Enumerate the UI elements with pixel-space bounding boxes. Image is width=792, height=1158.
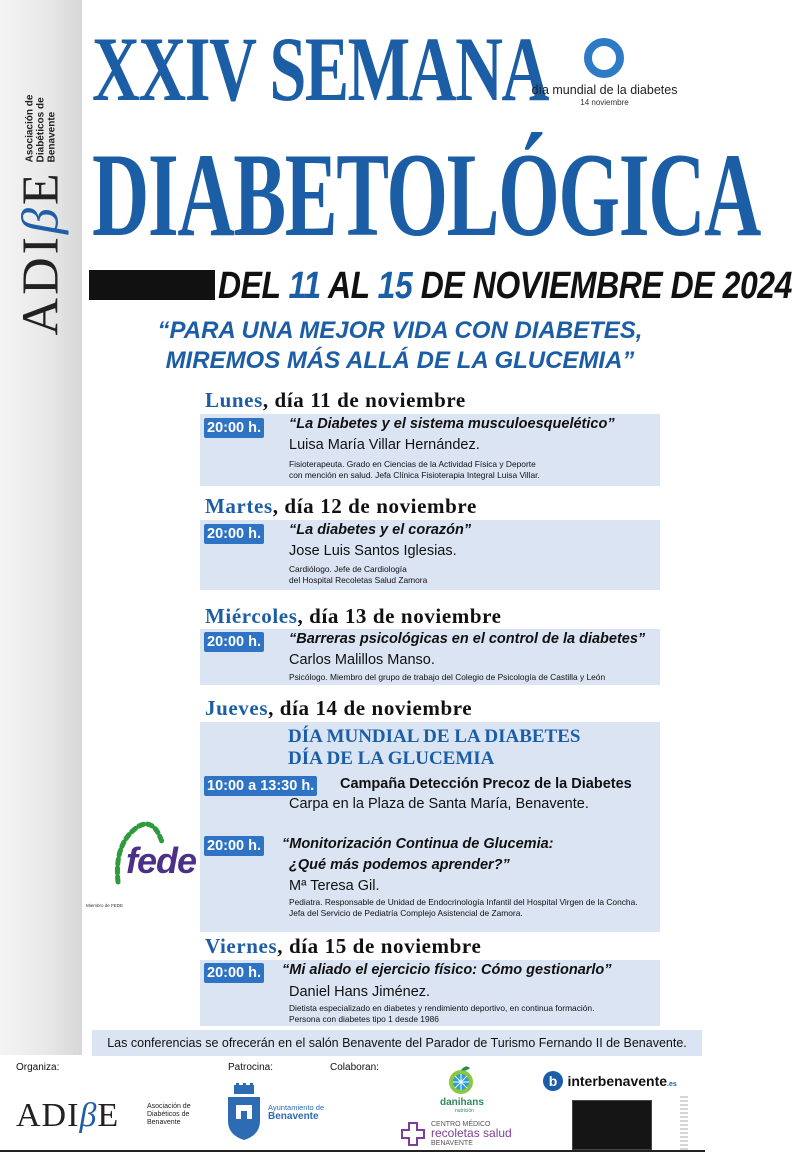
talk-title-tuesday: “La diabetes y el corazón” (289, 522, 472, 538)
talk-title-monday: “La Diabetes y el sistema musculoesquelético” (289, 416, 615, 432)
fede-logo-text: fede (126, 840, 197, 881)
org-assoc-line-3: Benavente (147, 1119, 181, 1126)
speaker-desc-tuesday-2: del Hospital Recoletas Salud Zamora (289, 575, 428, 585)
day-title-monday (205, 388, 466, 413)
org-adibe-wordmark (16, 1097, 119, 1135)
time-badge-thursday: 20:00 h. (204, 836, 264, 856)
day-title-thursday (205, 696, 472, 721)
date-part-3: DE NOVIEMBRE DE 2024 (412, 265, 792, 307)
org-assoc-text (147, 1103, 191, 1127)
day-date-thursday: , día 14 de noviembre (268, 696, 473, 720)
interbenavente-tld: .es (667, 1081, 677, 1088)
talk-title-wednesday: “Barreras psicológicas en el control de la diabetes” (289, 631, 646, 647)
slogan-line-1: “PARA UNA MEJOR VIDA CON DIABETES, (157, 317, 643, 344)
speaker-desc-wednesday-1: Psicólogo. Miembro del grupo de trabajo del Colegio de Psicología de Castilla y León (289, 672, 606, 682)
time-badge-campaign: 10:00 a 13:30 h. (204, 776, 317, 796)
date-part-1: DEL (218, 265, 289, 307)
speaker-monday: Luisa María Villar Hernández. (289, 437, 480, 453)
speaker-wednesday: Carlos Malillos Manso. (289, 652, 435, 668)
speaker-friday: Daniel Hans Jiménez. (289, 984, 431, 1000)
ayuntamiento-shield-icon (226, 1083, 262, 1141)
org-assoc-line-1: Asociación de (147, 1103, 191, 1110)
award-badge-image (572, 1100, 652, 1150)
talk-title-thursday-1: “Monitorización Continua de Glucemia: (282, 836, 554, 852)
org-adibe-suffix: E (97, 1097, 120, 1134)
left-adibe-wordmark (12, 170, 71, 335)
speaker-desc-monday-2: con mención en salud. Jefa Clínica Fisioterapia Integral Luisa Villar. (289, 470, 540, 480)
interbenavente-logo (543, 1071, 677, 1091)
organiza-label: Organiza: (16, 1062, 60, 1073)
org-adibe-beta: β (79, 1097, 98, 1134)
left-adibe-prefix: ADI (12, 234, 70, 336)
day-name-friday: Viernes (205, 934, 278, 958)
campaign-title: Campaña Detección Precoz de la Diabetes (340, 776, 632, 792)
left-adibe-beta: β (12, 205, 70, 235)
speaker-thursday: Mª Teresa Gil. (289, 878, 380, 894)
day-name-thursday: Jueves (205, 696, 269, 720)
speaker-desc-friday-1: Dietista especializado en diabetes y rendimiento deportivo, en continua formación. (289, 1003, 595, 1013)
slogan (100, 316, 700, 376)
title-line-2: DIABETOLÓGICA (92, 128, 760, 261)
interbenavente-b-icon: b (543, 1071, 563, 1091)
date-part-2: AL (320, 265, 378, 307)
day-title-friday (205, 934, 481, 959)
time-badge-monday: 20:00 h. (204, 418, 264, 438)
recoletas-line-1: CENTRO MÉDICO (431, 1121, 491, 1128)
talk-title-friday: “Mi aliado el ejercicio físico: Cómo gestionarlo” (282, 962, 612, 978)
world-diabetes-day-label: día mundial de la diabetes (531, 83, 678, 97)
left-assoc-text (25, 95, 58, 163)
day-name-monday: Lunes (205, 388, 263, 412)
fede-member-text: Miembro de FEDE (86, 903, 124, 908)
left-adibe-suffix: E (12, 170, 70, 206)
world-diabetes-day-circle-icon (584, 38, 624, 78)
ayuntamiento-line-1: Ayuntamiento de (268, 1103, 325, 1112)
recoletas-text (431, 1121, 512, 1148)
world-diabetes-day-date: 14 noviembre (580, 98, 629, 107)
danihans-subtitle: nutrición (455, 1108, 474, 1114)
time-badge-friday: 20:00 h. (204, 963, 264, 983)
danihans-citrus-icon (444, 1064, 478, 1096)
left-assoc-line-1: Asociación de (24, 94, 36, 163)
campaign-place: Carpa en la Plaza de Santa María, Benavente. (289, 796, 589, 812)
day-name-tuesday: Martes (205, 494, 273, 518)
day-title-wednesday (205, 604, 502, 629)
recoletas-cross-icon (400, 1121, 426, 1147)
org-assoc-line-2: Diabéticos de (147, 1111, 190, 1118)
left-assoc-line-2: Diabéticos de (35, 97, 47, 163)
speaker-desc-tuesday-1: Cardiólogo. Jefe de Cardiología (289, 564, 407, 574)
patrocina-label: Patrocina: (228, 1062, 274, 1073)
date-start-day: 11 (288, 265, 321, 307)
event-date-range (218, 264, 792, 308)
date-end-day: 15 (377, 265, 413, 307)
org-adibe-prefix: ADI (16, 1097, 80, 1134)
day-date-wednesday: , día 13 de noviembre (297, 604, 502, 628)
recoletas-line-3: BENAVENTE (431, 1140, 473, 1147)
day-date-tuesday: , día 12 de noviembre (272, 494, 477, 518)
time-badge-tuesday: 20:00 h. (204, 524, 264, 544)
ayuntamiento-line-2: Benavente (268, 1111, 319, 1122)
world-day-heading-2: DÍA DE LA GLUCEMIA (288, 748, 495, 769)
day-title-tuesday (205, 494, 477, 519)
ayuntamiento-text (268, 1103, 324, 1121)
speaker-desc-thursday-1: Pediatra. Responsable de Unidad de Endocrinología Infantil del Hospital Virgen de la Concha. (289, 897, 638, 907)
slogan-line-2: MIREMOS MÁS ALLÁ DE LA GLUCEMIA” (165, 347, 635, 374)
left-assoc-line-3: Benavente (46, 111, 58, 163)
speaker-desc-friday-2: Persona con diabetes tipo 1 desde 1986 (289, 1014, 439, 1024)
interbenavente-wordmark (567, 1073, 676, 1089)
speaker-desc-thursday-2: Jefa del Servicio de Pediatría Complejo Asistencial de Zamora. (289, 908, 523, 918)
time-badge-wednesday: 20:00 h. (204, 632, 264, 652)
day-date-friday: , día 15 de noviembre (277, 934, 482, 958)
recoletas-line-2: recoletas salud (431, 1126, 512, 1140)
day-name-wednesday: Miércoles (205, 604, 298, 628)
side-credit-strip (680, 1095, 688, 1150)
colaboran-label: Colaboran: (330, 1062, 379, 1073)
date-black-bar (89, 270, 215, 300)
left-adibe-logo (12, 95, 71, 336)
world-day-heading-1: DÍA MUNDIAL DE LA DIABETES (288, 726, 581, 747)
talk-title-thursday-2: ¿Qué más podemos aprender?” (289, 857, 510, 873)
bottom-border (0, 1150, 705, 1158)
day-date-monday: , día 11 de noviembre (262, 388, 466, 412)
speaker-tuesday: Jose Luis Santos Iglesias. (289, 543, 457, 559)
speaker-desc-monday-1: Fisioterapeuta. Grado en Ciencias de la Actividad Física y Deporte (289, 459, 536, 469)
danihans-name: danihans (440, 1097, 484, 1108)
venue-note: Las conferencias se ofrecerán en el salón Benavente del Parador de Turismo Fernando II de Benavente. (92, 1030, 702, 1056)
interbenavente-name: interbenavente (567, 1073, 668, 1089)
title-line-1: XXIV SEMANA (92, 18, 548, 120)
